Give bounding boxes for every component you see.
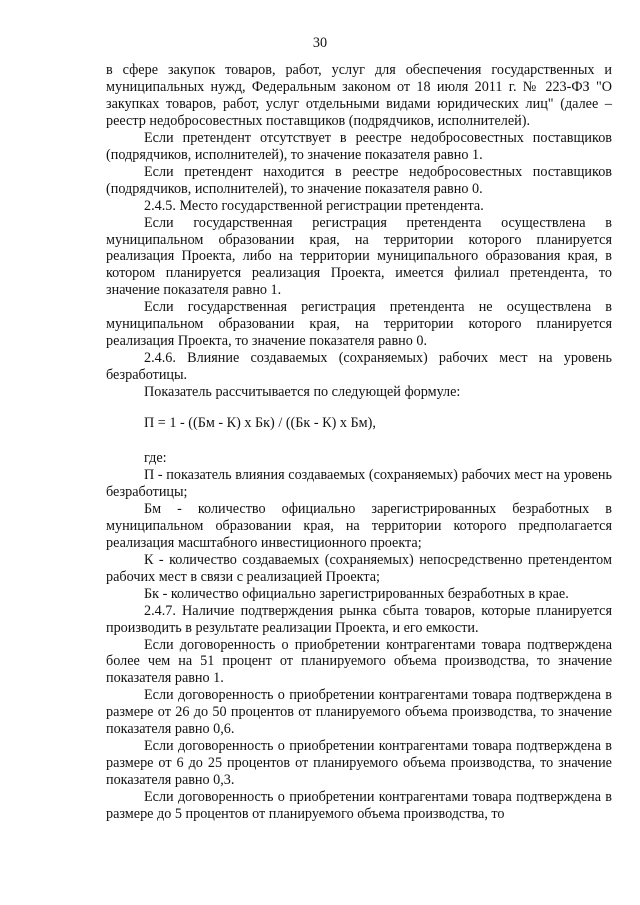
paragraph-where: где: — [144, 450, 167, 467]
paragraph-registration-not-in-municipality: Если государственная регистрация претендента не осуществлена в муниципальном образовании края, на территории которого планируется реализация Проекта, то значение показателя равно 0. — [106, 299, 612, 350]
definition-bm: Бм - количество официально зарегистрированных безработных в муниципальном образовании края, на территории которого предполагается реализация масштабного инвестиционного проекта; — [106, 500, 612, 551]
definition-bk: Бк - количество официально зарегистрированных безработных в крае. — [144, 585, 569, 602]
section-heading-2-4-6: 2.4.6. Влияние создаваемых (сохраняемых) рабочих мест на уровень безработицы. — [106, 350, 612, 384]
section-heading-2-4-5: 2.4.5. Место государственной регистрации претендента. — [144, 197, 484, 214]
paragraph-registration-in-municipality: Если государственная регистрация претендента осуществлена в муниципальном образовании края, на территории которого планируется реализация Проекта, либо на территории муниципального образования края, в котором планируется реализация Проекта, имеется филиал претендента, то значение показателя равно 1. — [106, 214, 612, 299]
paragraph-agreement-6-25: Если договоренность о приобретении контрагентами товара подтверждена в размере от 6 до 25 процентов от планируемого объема производства, то значение показателя равно 0,3. — [106, 738, 612, 789]
definition-k: К - количество создаваемых (сохраняемых) непосредственно претендентом рабочих мест в связи с реализацией Проекта; — [106, 551, 612, 585]
paragraph-formula-intro: Показатель рассчитывается по следующей формуле: — [144, 384, 461, 401]
document-body — [106, 62, 612, 823]
paragraph-agreement-up-to-5: Если договоренность о приобретении контрагентами товара подтверждена в размере до 5 процентов от планируемого объема производства, то — [106, 789, 612, 823]
formula: П = 1 - ((Бм - К) x Бк) / ((Бк - К) x Бм), — [144, 415, 376, 432]
paragraph-agreement-26-50: Если договоренность о приобретении контрагентами товара подтверждена в размере от 26 до 50 процентов от планируемого объема производства, то значение показателя равно 0,6. — [106, 687, 612, 738]
section-heading-2-4-7: 2.4.7. Наличие подтверждения рынка сбыта товаров, которые планируется производить в результате реализации Проекта, и его емкости. — [106, 602, 612, 636]
paragraph-registry-continuation: в сфере закупок товаров, работ, услуг для обеспечения государственных и муниципальных нужд, Федеральным законом от 18 июля 2011 г. № 223-ФЗ "О закупках товаров, работ, услуг отдельными видами юридических лиц" (далее – реестр недобросовестных поставщиков (подрядчиков, исполнителей). — [106, 62, 612, 129]
definition-p: П - показатель влияния создаваемых (сохраняемых) рабочих мест на уровень безработицы; — [106, 466, 612, 500]
paragraph-agreement-over-51: Если договоренность о приобретении контрагентами товара подтверждена более чем на 51 процент от планируемого объема производства, то значение показателя равно 1. — [106, 636, 612, 687]
page-number: 30 — [312, 35, 328, 51]
paragraph-not-in-registry: Если претендент отсутствует в реестре недобросовестных поставщиков (подрядчиков, исполнителей), то значение показателя равно 1. — [106, 129, 612, 163]
paragraph-in-registry: Если претендент находится в реестре недобросовестных поставщиков (подрядчиков, исполнителей), то значение показателя равно 0. — [106, 163, 612, 197]
